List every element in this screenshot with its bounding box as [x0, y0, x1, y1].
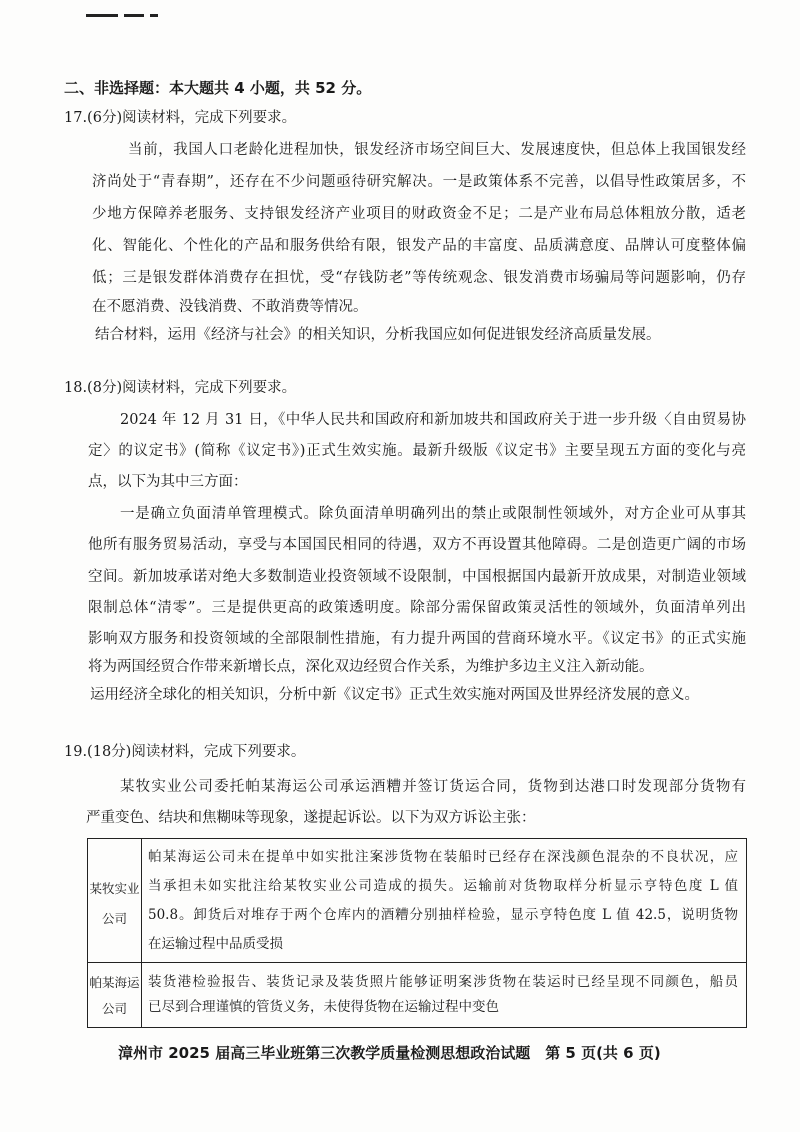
q18-title: 18.(8分)阅读材料，完成下列要求。 [64, 380, 297, 396]
material-line: 限制总体“清零”。三是提供更高的政策透明度。除部分需保留政策灵活性的领域外，负面清单列出 [88, 600, 746, 616]
material-line: 空间。新加坡承诺对绝大多数制造业投资领域不设限制，中国根据国内最新开放成果，对制造业领域 [88, 569, 746, 585]
claim-line: 已尽到合理谨慎的管货义务，未使得货物在运输过程中变色 [148, 999, 499, 1015]
claim-line: 50.8。卸货后对堆存于两个仓库内的酒糟分别抽样检验，显示亨特色度 L 值 42.5，说明货物 [148, 907, 738, 923]
claim-line: 当承担未如实批注给某牧实业公司造成的损失。运输前对货物取样分析显示亨特色度 L 值 [148, 878, 738, 894]
material-line: 定〉的议定书》(简称《议定书》)正式生效实施。最新升级版《议定书》主要呈现五方面的变化与亮 [88, 443, 746, 459]
scan-mark [124, 14, 144, 17]
table-row-divider [88, 962, 746, 963]
claim-line: 装货港检验报告、装货记录及装货照片能够证明案涉货物在装运时已经呈现不同颜色，船员 [148, 974, 738, 990]
scan-mark [150, 14, 158, 17]
material-line: 将为两国经贸合作带来新增长点，深化双边经贸合作关系，为维护多边主义注入新动能。 [88, 659, 654, 675]
party-name: 某牧实业 [89, 881, 140, 896]
party-name: 帕某海运 [89, 975, 140, 990]
scan-mark [86, 14, 118, 17]
material-line: 少地方保障养老服务、支持银发经济产业项目的财政资金不足；二是产业布局总体粗放分散，适老 [92, 206, 746, 222]
material-line: 影响双方服务和投资领域的全部限制性措施，有力提升两国的营商环境水平。《议定书》的正式实施 [88, 631, 746, 647]
material-line: 2024 年 12 月 31 日，《中华人民共和国政府和新加坡共和国政府关于进一步升级〈自由贸易协 [120, 412, 746, 428]
material-line: 某牧实业公司委托帕某海运公司承运酒糟并签订货运合同，货物到达港口时发现部分货物有 [120, 779, 746, 795]
material-line: 济尚处于“青春期”，还存在不少问题亟待研究解决。一是政策体系不完善，以倡导性政策居多，不 [92, 174, 746, 190]
page-footer: 漳州市 2025 届高三毕业班第三次教学质量检测思想政治试题 第 5 页(共 6 页) [118, 1044, 661, 1062]
party-name: 公司 [101, 1001, 127, 1016]
material-line: 当前，我国人口老龄化进程加快，银发经济市场空间巨大、发展速度快，但总体上我国银发经 [128, 142, 746, 158]
q17-question: 结合材料，运用《经济与社会》的相关知识，分析我国应如何促进银发经济高质量发展。 [95, 327, 661, 343]
material-line: 严重变色、结块和焦糊味等现象，遂提起诉讼。以下为双方诉讼主张： [86, 810, 536, 826]
claims-table [87, 838, 747, 1028]
material-line: 点，以下为其中三方面： [88, 474, 248, 490]
table-column-divider [141, 839, 142, 1027]
q17-title: 17.(6分)阅读材料，完成下列要求。 [64, 110, 297, 126]
q18-question: 运用经济全球化的相关知识，分析中新《议定书》正式生效实施对两国及世界经济发展的意义。 [90, 687, 699, 703]
party-name: 公司 [101, 911, 127, 926]
material-line: 一是确立负面清单管理模式。除负面清单明确列出的禁止或限制性领域外，对方企业可从事其 [120, 506, 746, 522]
section-title: 二、非选择题：本大题共 4 小题，共 52 分。 [64, 79, 372, 97]
material-line: 低；三是银发群体消费存在担忧，受“存钱防老”等传统观念、银发消费市场骗局等问题影响，仍存 [92, 270, 746, 286]
claim-line: 在运输过程中品质受损 [148, 936, 283, 952]
claim-line: 帕某海运公司未在提单中如实批注案涉货物在装船时已经存在深浅颜色混杂的不良状况，应 [148, 849, 738, 865]
material-line: 化、智能化、个性化的产品和服务供给有限，银发产品的丰富度、品质满意度、品牌认可度整体偏 [92, 238, 746, 254]
material-line: 在不愿消费、没钱消费、不敢消费等情况。 [92, 299, 368, 315]
q19-title: 19.(18分)阅读材料，完成下列要求。 [64, 744, 306, 760]
material-line: 他所有服务贸易活动，享受与本国国民相同的待遇，双方不再设置其他障碍。二是创造更广阔的市场 [88, 537, 746, 553]
